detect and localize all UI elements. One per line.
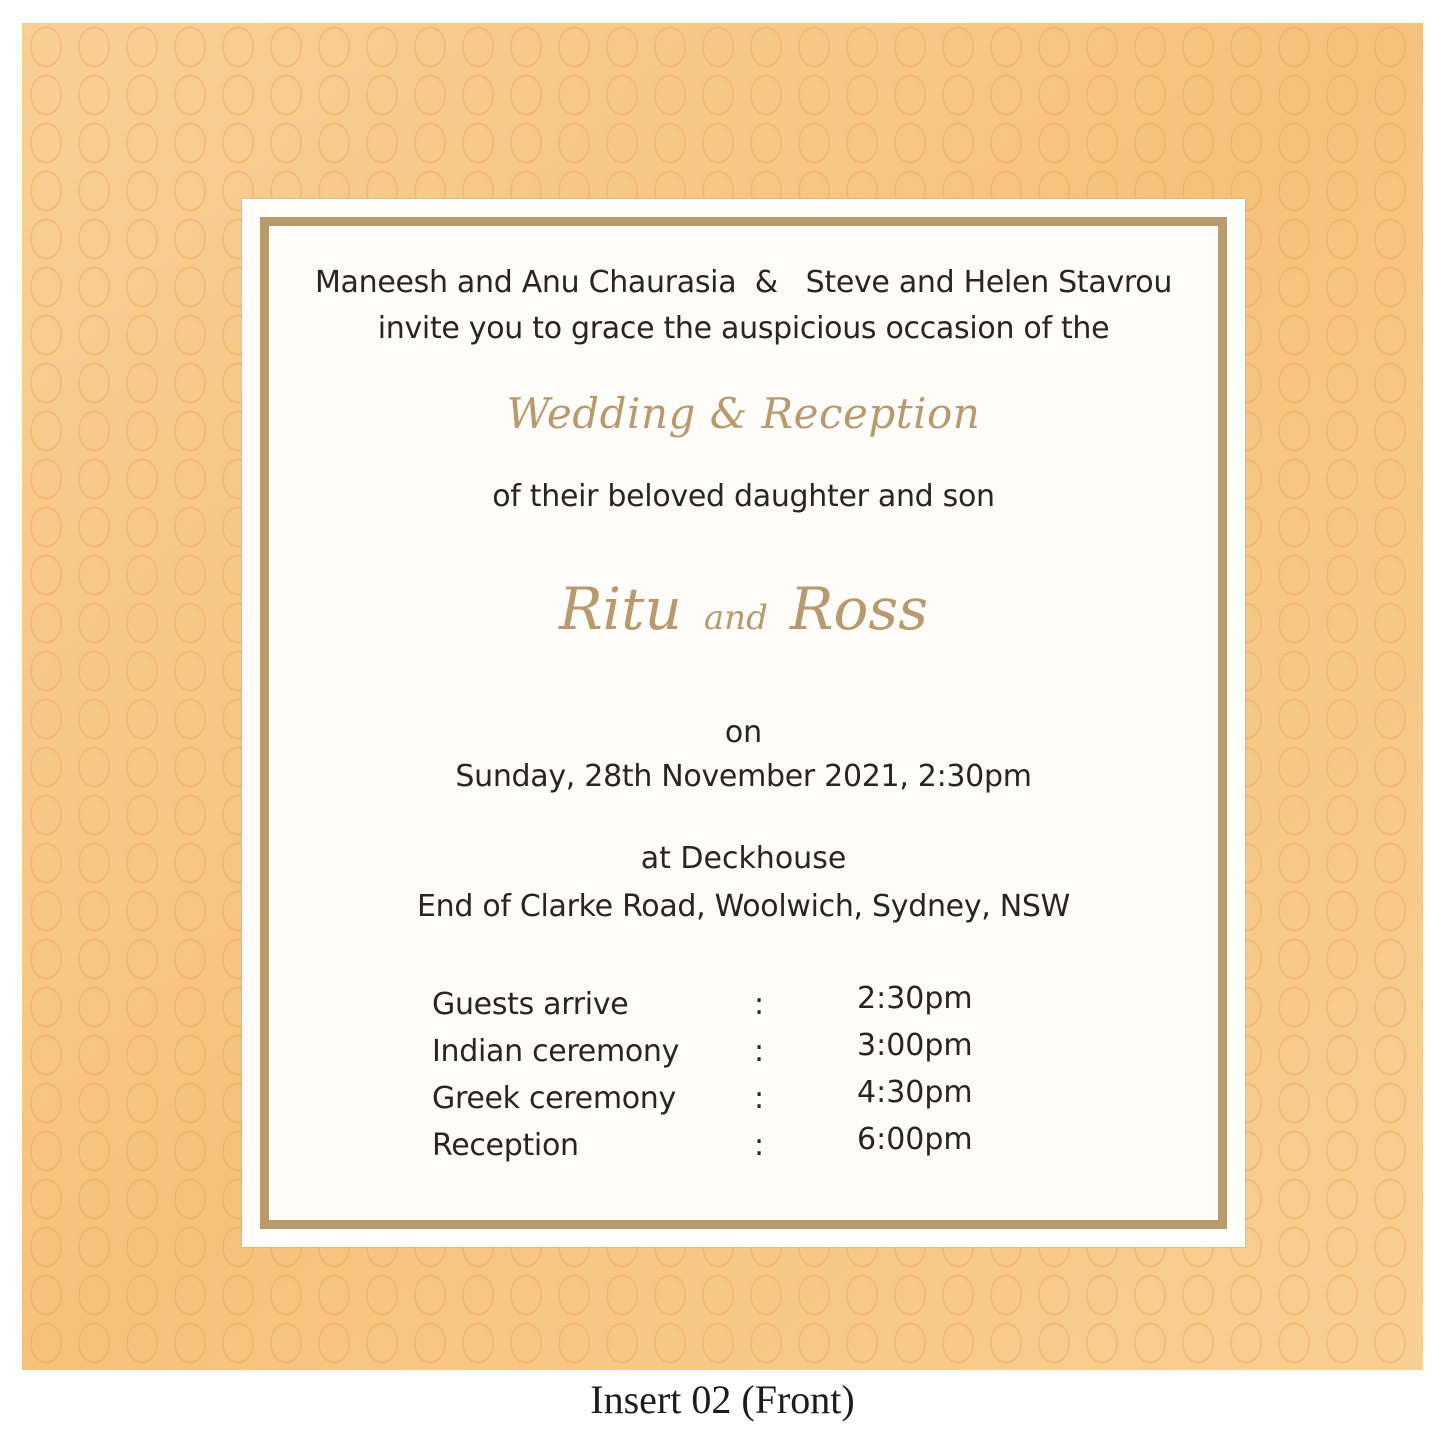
page-caption: Insert 02 (Front)	[590, 1377, 855, 1422]
hosts-line	[242, 265, 1245, 300]
invitation-card	[22, 23, 1423, 1370]
schedule-time: 3:00pm	[857, 1028, 973, 1063]
schedule-colon: :	[754, 1034, 765, 1069]
venue-address: End of Clarke Road, Woolwich, Sydney, NSW	[416, 889, 1071, 924]
schedule-row	[432, 981, 992, 1028]
schedule-label: Indian ceremony	[432, 1034, 680, 1069]
groom-name: Ross	[789, 575, 928, 643]
schedule-label: Reception	[432, 1128, 579, 1163]
schedule-row	[432, 1075, 992, 1122]
bride-name: Ritu	[559, 575, 682, 643]
schedule-list	[432, 981, 992, 1169]
invite-line: invite you to grace the auspicious occasion of the	[377, 311, 1110, 346]
beloved-line: of their beloved daughter and son	[492, 479, 995, 514]
schedule-label: Greek ceremony	[432, 1081, 676, 1116]
occasion-title: Wedding & Reception	[506, 389, 981, 438]
hosts-left: Maneesh and Anu Chaurasia	[314, 265, 737, 300]
invitation-panel	[242, 199, 1245, 1247]
schedule-row	[432, 1122, 992, 1169]
schedule-row	[432, 1028, 992, 1075]
hosts-ampersand: &	[754, 265, 778, 300]
on-text: on	[724, 715, 763, 750]
event-datetime: Sunday, 28th November 2021, 2:30pm	[455, 759, 1032, 794]
schedule-colon: :	[754, 1128, 765, 1163]
invitation-content	[242, 199, 1245, 1247]
venue-name: at Deckhouse	[640, 841, 847, 876]
schedule-colon: :	[754, 1081, 765, 1116]
couple-names	[242, 575, 1245, 643]
schedule-colon: :	[754, 987, 765, 1022]
hosts-right: Steve and Helen Stavrou	[805, 265, 1173, 300]
couple-and: and	[703, 598, 768, 638]
schedule-time: 2:30pm	[857, 981, 973, 1016]
schedule-label: Guests arrive	[432, 987, 629, 1022]
schedule-time: 6:00pm	[857, 1122, 973, 1157]
schedule-time: 4:30pm	[857, 1075, 973, 1110]
